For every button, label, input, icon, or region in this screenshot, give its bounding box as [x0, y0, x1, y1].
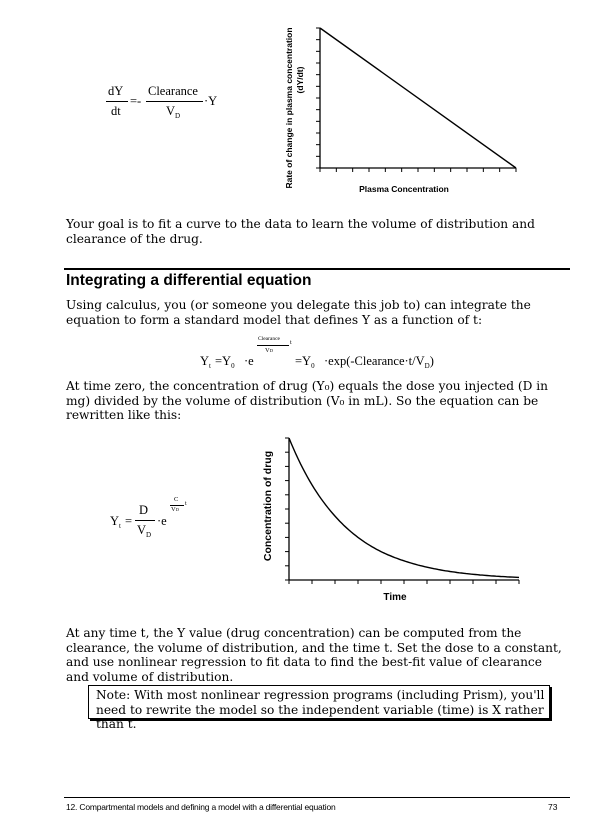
chart2-series-curve — [289, 438, 519, 577]
eq3-dot-e: ·e — [157, 514, 167, 528]
paragraph-calculus: Using calculus, you (or someone you delegate this job to) can integrate the equation to form a standard model that defines Y as a function of t: — [66, 298, 531, 327]
eq2-eq-y0: $=Y_0$ — [215, 354, 235, 370]
eq1-rhs-num: Clearance — [148, 84, 198, 98]
equation-dose-form — [110, 495, 220, 545]
equation-differential — [102, 84, 232, 124]
note-box — [88, 685, 550, 731]
eq1-lhs-den: dt — [111, 104, 121, 118]
eq2-exp-num: Clearance — [258, 336, 280, 342]
eq1-times-y: ·Y — [204, 94, 218, 108]
eq3-yt: $Y_t$ — [110, 514, 121, 530]
eq1-lhs-num: dY — [108, 84, 124, 98]
note-text: Note: With most nonlinear regression programs (including Prism), you'll need to rewrite the model so the independent variable (time) is X rather than t. — [96, 688, 545, 731]
chart2-x-axis-label: Time — [383, 592, 407, 603]
footer-page-number: 73 — [548, 802, 558, 812]
chart1-y-axis-sublabel: (dY/dt) — [295, 66, 305, 94]
chart2-y-axis-label: Concentration of drug — [262, 450, 274, 562]
eq3-exp-num: C — [174, 496, 179, 503]
eq2-yt: $Y_t$ — [200, 354, 211, 370]
section-heading-rule — [64, 268, 570, 270]
eq3-den: $V_D$ — [137, 523, 152, 539]
eq2-dot-e: ·e — [244, 354, 254, 368]
eq1-rhs-den: $V_D$ — [166, 104, 181, 120]
eq3-exp-t: t — [185, 501, 187, 507]
chart-rate-vs-concentration — [280, 8, 520, 200]
paragraph-any-time: At any time t, the Y value (drug concentration) can be computed from the clearance, the volume of distribution, and the time t. Set the dose to a constant, and use nonlinear regression to fit data to find the best-fit value of clearance and volume of distribution. — [66, 626, 562, 684]
footer-rule — [64, 797, 570, 798]
eq2-eq-y0b: $=Y_0$ — [295, 354, 315, 370]
eq3-eq: = — [125, 514, 133, 528]
eq2-exponent-minus-bar — [257, 345, 289, 346]
eq2-exp-den: VD — [265, 347, 273, 354]
eq3-num: D — [139, 503, 149, 517]
eq3-fraction-bar — [135, 520, 155, 521]
equation-integrated — [200, 336, 460, 372]
eq1-equals-minus: =- — [130, 94, 142, 108]
section-heading: Integrating a differential equation — [66, 272, 312, 289]
chart-concentration-vs-time — [255, 432, 525, 610]
paragraph-goal: Your goal is to fit a curve to the data to learn the volume of distribution and clearance of the drug. — [66, 217, 535, 246]
eq1-lhs-bar — [106, 101, 128, 102]
eq2-exp-text: $\cdot\exp(-Clearance\cdot t/V_D)$ — [324, 354, 434, 370]
eq2-exp-t: t — [290, 340, 292, 346]
chart1-y-axis-label: Rate of change in plasma concentration — [284, 27, 294, 189]
eq3-exp-den: VD — [171, 506, 179, 513]
footer-chapter-title: 12. Compartmental models and defining a model with a differential equation — [66, 802, 336, 812]
paragraph-time-zero: At time zero, the concentration of drug (Y₀) equals the dose you injected (D in mg) divided by the volume of distribution (V₀ in mL). So the equation can be rewritten like this: — [66, 379, 549, 422]
eq1-rhs-bar — [146, 101, 203, 102]
chart1-x-axis-label: Plasma Concentration — [359, 184, 449, 194]
chart1-series-line — [320, 28, 516, 168]
